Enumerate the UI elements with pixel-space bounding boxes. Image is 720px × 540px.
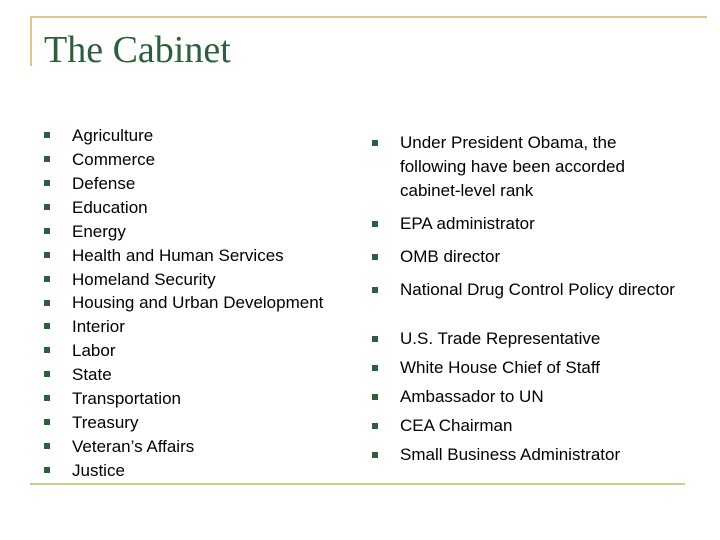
cabinet-level-list-continued: [372, 327, 702, 472]
square-bullet-icon: [44, 180, 50, 186]
department-item: [44, 150, 344, 169]
square-bullet-icon: [372, 336, 378, 342]
cabinet-level-item: [372, 443, 702, 467]
department-item-text: Health and Human Services: [72, 246, 284, 265]
slide-frame-left-line: [30, 16, 32, 66]
square-bullet-icon: [44, 132, 50, 138]
cabinet-level-item: [372, 245, 682, 269]
cabinet-level-item: [372, 212, 682, 236]
slide-title: The Cabinet: [44, 29, 231, 71]
cabinet-level-item: [372, 278, 682, 302]
department-item: [44, 126, 344, 145]
square-bullet-icon: [372, 423, 378, 429]
department-item-text: Transportation: [72, 389, 181, 408]
department-item-text: Veteran’s Affairs: [72, 437, 195, 456]
square-bullet-icon: [44, 371, 50, 377]
department-item-text: Energy: [72, 222, 126, 241]
department-item-text: Labor: [72, 341, 116, 360]
square-bullet-icon: [372, 452, 378, 458]
square-bullet-icon: [372, 287, 378, 293]
square-bullet-icon: [372, 140, 378, 146]
square-bullet-icon: [44, 156, 50, 162]
cabinet-level-item-text: EPA administrator: [400, 214, 535, 233]
cabinet-level-item: [372, 414, 702, 438]
square-bullet-icon: [44, 323, 50, 329]
department-item: [44, 174, 344, 193]
department-item: [44, 341, 344, 360]
cabinet-level-list: [372, 131, 682, 311]
cabinet-level-item-text: Under President Obama, the following have been accorded cabinet-level rank: [400, 133, 625, 200]
cabinet-level-item-text: U.S. Trade Representative: [400, 329, 601, 348]
square-bullet-icon: [372, 221, 378, 227]
square-bullet-icon: [44, 443, 50, 449]
square-bullet-icon: [372, 254, 378, 260]
department-item-text: Justice: [72, 461, 125, 480]
square-bullet-icon: [44, 347, 50, 353]
cabinet-level-item-text: OMB director: [400, 247, 501, 266]
department-item: [44, 222, 344, 241]
department-item: [44, 294, 344, 312]
cabinet-level-item: [372, 131, 682, 203]
department-item: [44, 413, 344, 432]
departments-list: [44, 126, 344, 485]
cabinet-level-item-text: Ambassador to UN: [400, 387, 544, 406]
department-item-text: Commerce: [72, 150, 156, 169]
square-bullet-icon: [372, 365, 378, 371]
square-bullet-icon: [44, 252, 50, 258]
cabinet-level-item-text: White House Chief of Staff: [400, 358, 601, 377]
department-item: [44, 270, 344, 289]
department-item-text: Interior: [72, 317, 125, 336]
cabinet-level-item: [372, 356, 702, 380]
cabinet-level-item: [372, 327, 702, 351]
square-bullet-icon: [44, 395, 50, 401]
department-item-text: State: [72, 365, 112, 384]
department-item: [44, 246, 344, 265]
department-item: [44, 437, 344, 456]
square-bullet-icon: [44, 300, 50, 306]
square-bullet-icon: [44, 276, 50, 282]
square-bullet-icon: [44, 204, 50, 210]
department-item-text: Agriculture: [72, 126, 154, 145]
department-item-text: Treasury: [72, 413, 139, 432]
cabinet-level-item: [372, 385, 702, 409]
square-bullet-icon: [372, 394, 378, 400]
cabinet-level-item-text: Small Business Administrator: [400, 445, 621, 464]
department-item: [44, 365, 344, 384]
department-item-text: Housing and Urban Development: [72, 293, 324, 312]
square-bullet-icon: [44, 467, 50, 473]
cabinet-level-item-text: CEA Chairman: [400, 416, 513, 435]
department-item: [44, 389, 344, 408]
department-item-text: Education: [72, 198, 148, 217]
department-item: [44, 198, 344, 217]
department-item: [44, 317, 344, 336]
square-bullet-icon: [44, 419, 50, 425]
department-item-text: Defense: [72, 174, 136, 193]
slide-frame-top-line: [30, 16, 707, 18]
square-bullet-icon: [44, 228, 50, 234]
department-item-text: Homeland Security: [72, 270, 216, 289]
department-item: [44, 461, 344, 480]
cabinet-level-item-text: National Drug Control Policy director: [400, 280, 675, 299]
